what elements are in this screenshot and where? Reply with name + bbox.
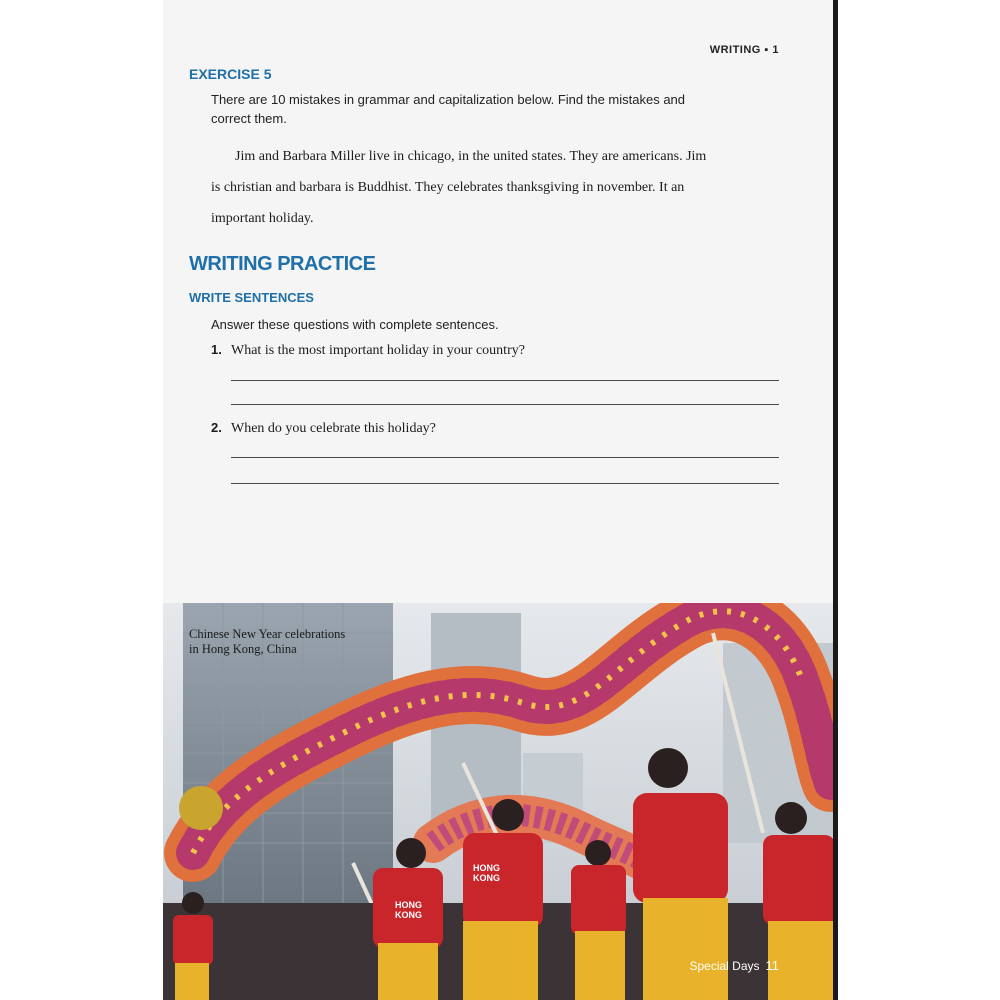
- shirt-text: KONG: [473, 873, 500, 883]
- instruction-line: correct them.: [211, 111, 287, 126]
- question-number: 1.: [211, 342, 222, 357]
- scan-margin-right: [838, 0, 1000, 1000]
- answer-line[interactable]: [231, 404, 779, 405]
- shirt-text: KONG: [395, 910, 422, 920]
- page-header: WRITING ▪ 1: [709, 44, 779, 56]
- scan-margin-left: [0, 0, 163, 1000]
- photo-caption: [189, 627, 345, 657]
- caption-line: in Hong Kong, China: [189, 642, 297, 656]
- answer-line[interactable]: [231, 457, 779, 458]
- paragraph-line: is christian and barbara is Buddhist. They celebrates thanksgiving in november. It an: [211, 180, 685, 195]
- page-number: 11: [765, 958, 779, 973]
- shirt-text: HONG: [395, 900, 422, 910]
- page-footer: [689, 958, 779, 973]
- paragraph-line: important holiday.: [211, 211, 314, 226]
- question-number: 2.: [211, 420, 222, 435]
- book-spine-shadow: [833, 0, 838, 1000]
- question-text: What is the most important holiday in your country?: [231, 343, 525, 358]
- instruction-line: There are 10 mistakes in grammar and capitalization below. Find the mistakes and: [211, 92, 686, 107]
- chapter-name: Special Days: [689, 959, 760, 973]
- answer-line[interactable]: [231, 380, 779, 381]
- question-text: When do you celebrate this holiday?: [231, 421, 436, 436]
- textbook-page: [163, 0, 835, 1000]
- dragon-dance-photo: [163, 603, 835, 1000]
- photo-illustration: [163, 603, 835, 1000]
- section-title: WRITING PRACTICE: [189, 253, 376, 275]
- answer-line[interactable]: [231, 483, 779, 484]
- subsection-title: WRITE SENTENCES: [189, 290, 314, 305]
- paragraph-line: Jim and Barbara Miller live in chicago, in the united states. They are americans. Jim: [235, 149, 707, 164]
- exercise-title: EXERCISE 5: [189, 66, 272, 82]
- question-2: [211, 420, 436, 437]
- caption-line: Chinese New Year celebrations: [189, 627, 346, 641]
- shirt-text: HONG: [473, 863, 500, 873]
- question-1: [211, 342, 525, 359]
- exercise-instruction: [211, 90, 711, 128]
- practice-instruction: Answer these questions with complete sentences.: [211, 317, 499, 332]
- exercise-paragraph: [211, 141, 751, 234]
